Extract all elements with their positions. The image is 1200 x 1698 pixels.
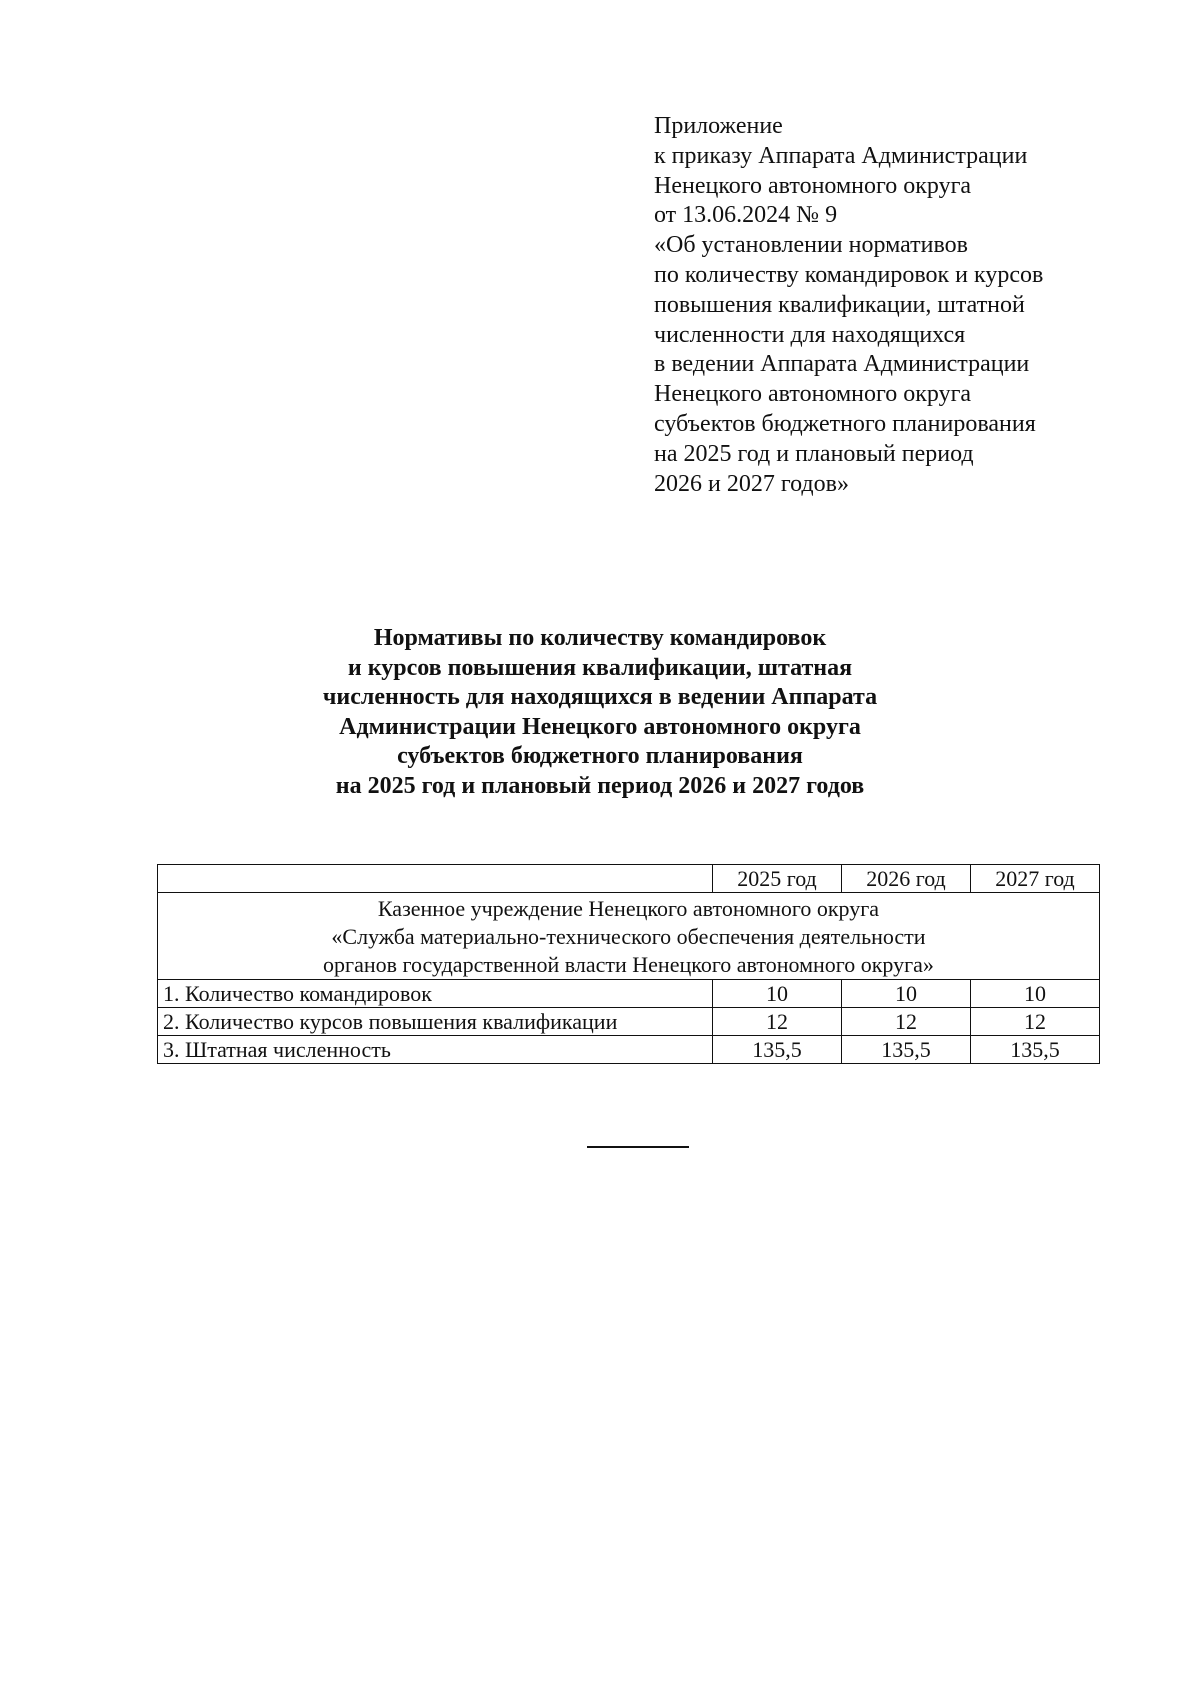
row-label: 3. Штатная численность — [158, 1036, 713, 1064]
row-value: 12 — [971, 1008, 1100, 1036]
row-value: 10 — [971, 980, 1100, 1008]
row-value: 135,5 — [842, 1036, 971, 1064]
appendix-line: на 2025 год и плановый период — [654, 440, 974, 467]
row-label: 1. Количество командировок — [158, 980, 713, 1008]
header-blank-cell — [158, 865, 713, 893]
header-year-2026: 2026 год — [842, 865, 971, 893]
appendix-line: по количеству командировок и курсов — [654, 261, 1044, 288]
row-value: 12 — [842, 1008, 971, 1036]
appendix-line: повышения квалификации, штатной — [654, 291, 1025, 318]
organization-row — [158, 893, 1100, 980]
appendix-line: к приказу Аппарата Администрации — [654, 142, 1028, 169]
title-line: на 2025 год и плановый период 2026 и 2027 годов — [335, 772, 865, 799]
organization-line: Казенное учреждение Ненецкого автономного округа — [377, 896, 880, 921]
appendix-line: от 13.06.2024 № 9 — [654, 202, 838, 229]
appendix-line: Ненецкого автономного округа — [654, 172, 972, 199]
row-value: 10 — [713, 980, 842, 1008]
appendix-line: «Об установлении нормативов — [654, 232, 969, 259]
row-label: 2. Количество курсов повышения квалификации — [158, 1008, 713, 1036]
appendix-line: 2026 и 2027 годов» — [654, 470, 849, 497]
appendix-line: субъектов бюджетного планирования — [654, 410, 1036, 437]
row-value: 135,5 — [713, 1036, 842, 1064]
document-title — [200, 624, 1000, 801]
row-value: 135,5 — [971, 1036, 1100, 1064]
row-value: 12 — [713, 1008, 842, 1036]
table-row — [158, 1036, 1100, 1064]
row-value: 10 — [842, 980, 971, 1008]
header-year-2027: 2027 год — [971, 865, 1100, 893]
organization-line: «Служба материально-технического обеспечения деятельности — [331, 924, 926, 949]
title-line: Администрации Ненецкого автономного округа — [339, 713, 861, 740]
appendix-line: Приложение — [654, 113, 783, 139]
table-row — [158, 1008, 1100, 1036]
organization-cell — [158, 893, 1100, 980]
appendix-line: в ведении Аппарата Администрации — [654, 351, 1030, 378]
appendix-block — [654, 112, 1154, 499]
title-line: и курсов повышения квалификации, штатная — [347, 654, 853, 681]
title-line: численность для находящихся в ведении Аппарата — [322, 684, 878, 710]
title-line: субъектов бюджетного планирования — [397, 743, 803, 769]
header-year-2025: 2025 год — [713, 865, 842, 893]
end-divider — [587, 1146, 689, 1148]
table-row — [158, 980, 1100, 1008]
table-header-row — [158, 865, 1100, 893]
appendix-line: численности для находящихся — [654, 321, 966, 348]
title-line: Нормативы по количеству командировок — [373, 625, 827, 651]
norms-table — [157, 864, 1100, 1064]
organization-line: органов государственной власти Ненецкого автономного округа» — [323, 952, 934, 977]
appendix-line: Ненецкого автономного округа — [654, 381, 972, 408]
